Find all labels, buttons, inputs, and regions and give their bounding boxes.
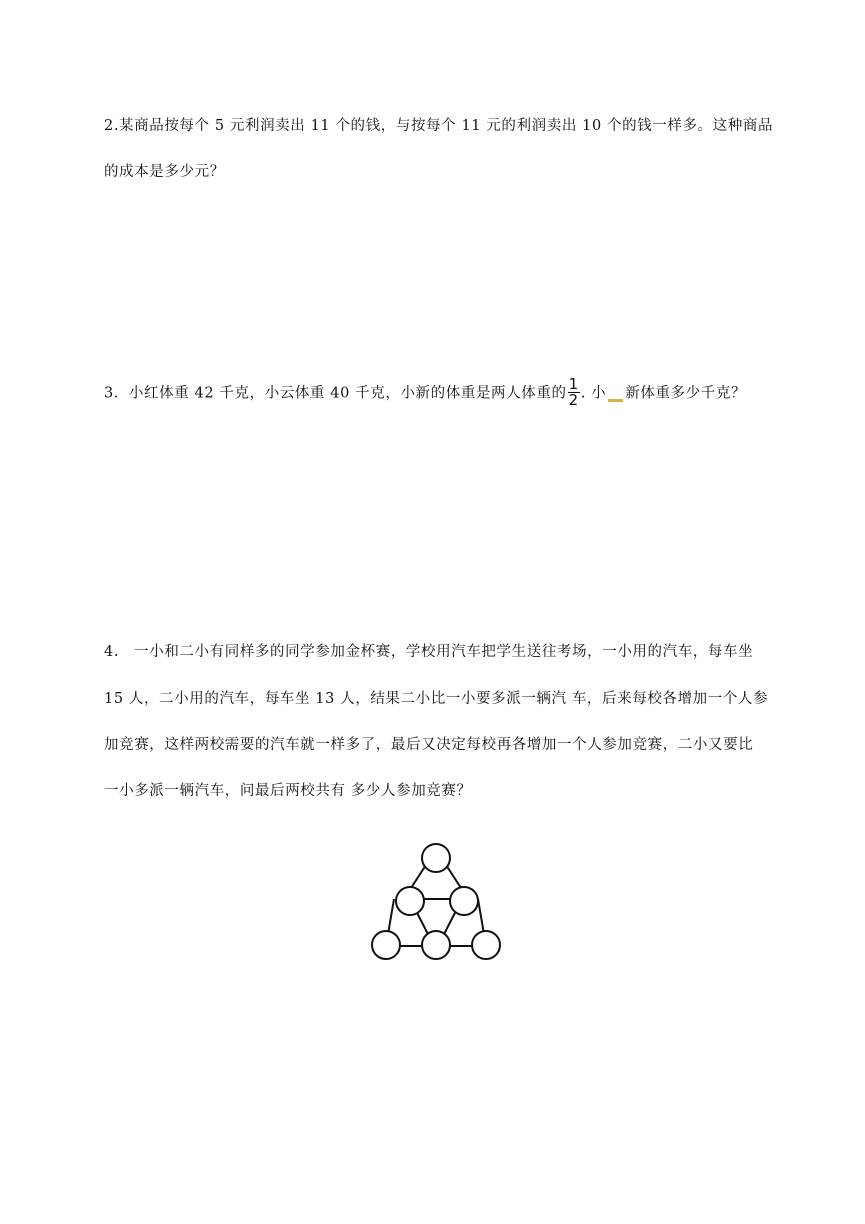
fraction-one-half xyxy=(568,377,580,408)
diagram-circle-bottom-center xyxy=(422,931,450,959)
problem-4-line-1: 4. 一小和二小有同样多的同学参加金杯赛，学校用汽车把学生送往考场，一小用的汽车，每车坐 xyxy=(104,644,754,660)
problem-2-line-2: 的成本是多少元？ xyxy=(104,164,225,180)
problem-3-text-middle: . 小 xyxy=(580,385,607,402)
problem-2-line-1: 2.某商品按每个 5 元利润卖出 11 个的钱，与按每个 11 元的利润卖出 10 个的钱一样多。这种商品 xyxy=(104,118,774,134)
problem-3-text-start: 3．小红体重 42 千克，小云体重 40 千克，小新的体重是两人体重的 xyxy=(104,385,567,402)
problem-4-line-3: 加竞赛，这样两校需要的汽车就一样多了，最后又决定每校再各增加一个人参加竞赛，二小又要比 xyxy=(104,737,754,753)
fraction-denominator: 2 xyxy=(568,391,579,409)
fraction-numerator: 1 xyxy=(568,375,579,393)
diagram-circle-bottom-left xyxy=(372,931,400,959)
problem-4-line-4: 一小多派一辆汽车，问最后两校共有 多少人参加竞赛？ xyxy=(104,783,472,799)
problem-3-line xyxy=(104,375,747,409)
diagram-circle-middle-left xyxy=(396,887,424,915)
diagram-circle-middle-right xyxy=(450,887,478,915)
problem-3-text-end: 新体重多少千克？ xyxy=(625,385,747,402)
problem-4-line-2: 15 人，二小用的汽车，每车坐 13 人，结果二小比一小要多派一辆汽 车，后来每校各增加一个人参 xyxy=(104,691,769,707)
diagram-circle-top xyxy=(422,844,450,872)
diagram-circle-bottom-right xyxy=(472,931,500,959)
blank-marker xyxy=(608,399,623,402)
triangle-circle-diagram xyxy=(366,838,506,970)
